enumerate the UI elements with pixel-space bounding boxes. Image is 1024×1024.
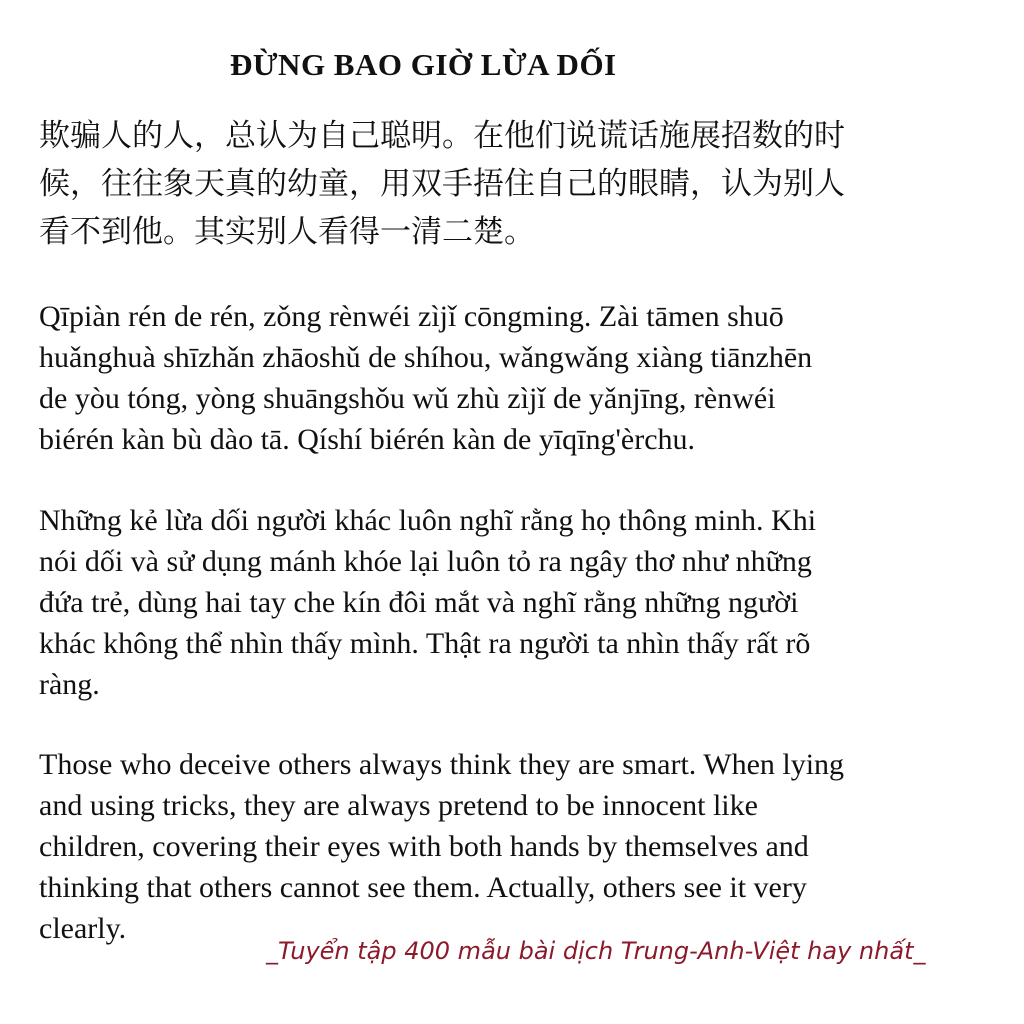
chinese-line: 欺骗人的人，总认为自己聪明。在他们说谎话施展招数的时: [39, 118, 845, 154]
vietnamese-paragraph: [39, 500, 999, 705]
chinese-line: 看不到他。其实别人看得一清二楚。: [39, 214, 535, 250]
source-credit: _Tuyển tập 400 mẫu bài dịch Trung-Anh-Việt hay nhất_: [266, 937, 926, 965]
english-line: children, covering their eyes with both hands by themselves and: [39, 830, 809, 863]
pinyin-line: biérén kàn bù dào tā. Qíshí biérén kàn de yīqīng'èrchu.: [39, 423, 696, 456]
english-line: and using tricks, they are always pretend to be innocent like: [39, 789, 758, 822]
vietnamese-line: nói dối và sử dụng mánh khóe lại luôn tỏ ra ngây thơ như những: [39, 545, 812, 578]
english-line: thinking that others cannot see them. Actually, others see it very: [39, 871, 807, 904]
page-title: ĐỪNG BAO GIỜ LỪA DỐI: [230, 46, 617, 82]
vietnamese-line: đứa trẻ, dùng hai tay che kín đôi mắt và nghĩ rằng những người: [39, 586, 799, 619]
pinyin-paragraph: [39, 296, 999, 460]
vietnamese-line: ràng.: [39, 668, 100, 701]
vietnamese-line: Những kẻ lừa dối người khác luôn nghĩ rằng họ thông minh. Khi: [39, 504, 817, 537]
pinyin-line: huǎnghuà shīzhǎn zhāoshǔ de shíhou, wǎngwǎng xiàng tiānzhēn: [39, 341, 813, 374]
pinyin-line: Qīpiàn rén de rén, zǒng rènwéi zìjǐ cōngming. Zài tāmen shuō: [39, 300, 784, 333]
english-line: clearly.: [39, 912, 127, 945]
chinese-paragraph: [39, 112, 999, 256]
pinyin-line: de yòu tóng, yòng shuāngshǒu wǔ zhù zìjǐ de yǎnjīng, rènwéi: [39, 382, 776, 415]
english-line: Those who deceive others always think they are smart. When lying: [39, 748, 845, 781]
english-paragraph: [39, 744, 1024, 949]
chinese-line: 候，往往象天真的幼童，用双手捂住自己的眼睛，认为别人: [39, 166, 845, 202]
vietnamese-line: khác không thể nhìn thấy mình. Thật ra người ta nhìn thấy rất rõ: [39, 627, 811, 660]
